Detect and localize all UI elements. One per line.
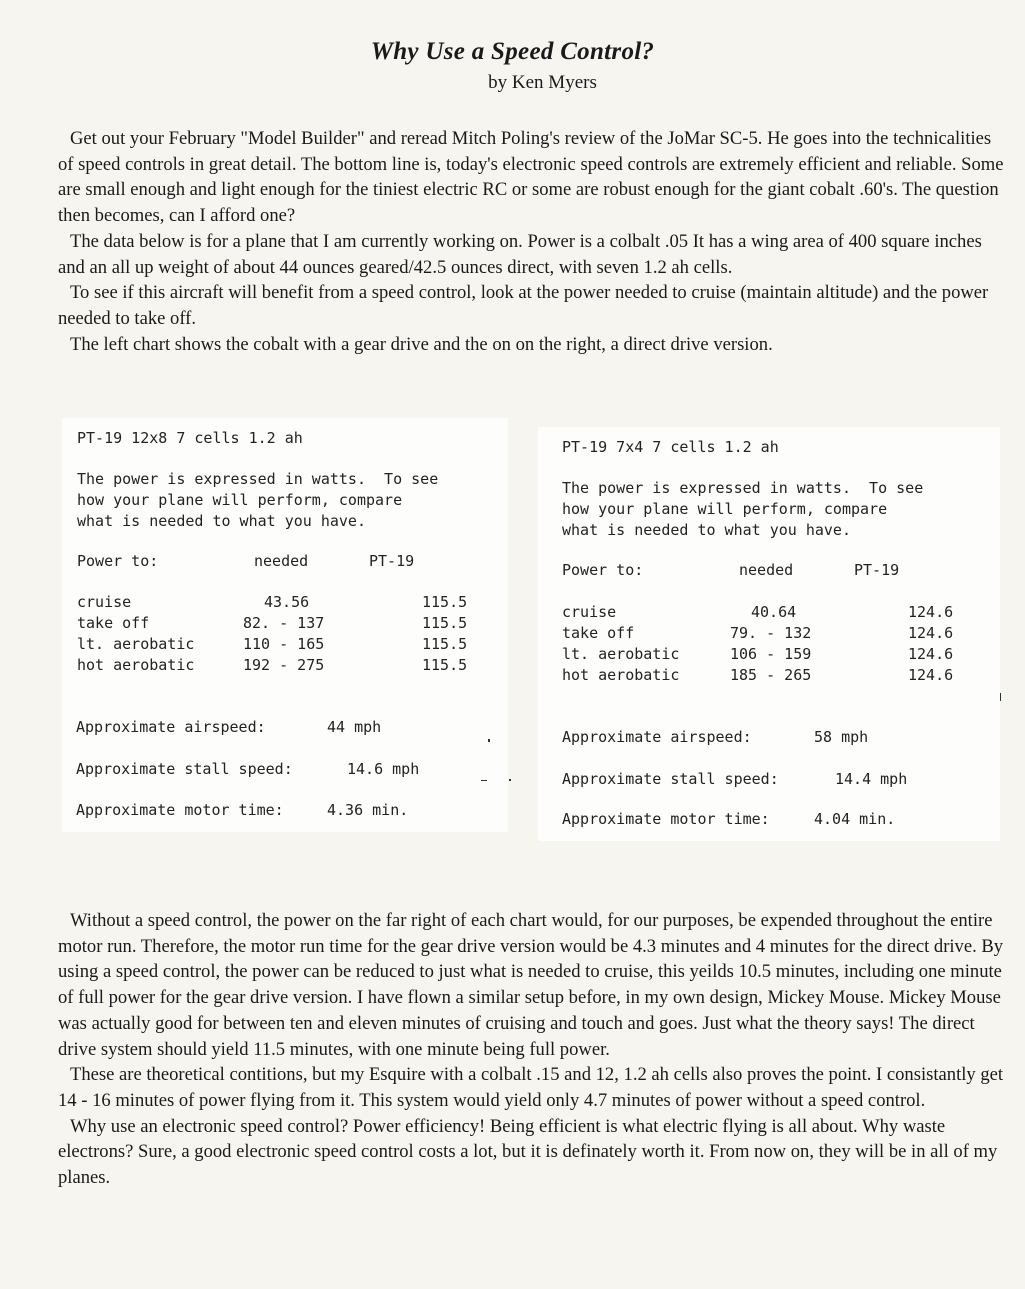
chart-direct-drive — [538, 427, 1000, 841]
row-available: 115.5 — [422, 614, 468, 632]
row-available: 115.5 — [422, 593, 468, 611]
row-needed: 192 - 275 — [243, 656, 325, 674]
airspeed-label: Approximate airspeed: — [562, 728, 752, 746]
column-header-needed: needed — [254, 552, 309, 570]
stall-speed-label: Approximate stall speed: — [562, 770, 779, 788]
row-label: cruise — [562, 603, 617, 621]
scan-speck — [509, 779, 511, 781]
paragraph: The data below is for a plane that I am currently working on. Power is a colbalt .05 It has a wing area of 400 square inches and an all up weight of about 44 ounces geared/42.5 ounces direct, with seven 1.2 ah cells. — [58, 230, 982, 278]
scan-speck — [1000, 693, 1001, 701]
paragraph: Without a speed control, the power on the far right of each chart would, for our purposes, be expended throughout the entire motor run. Therefore, the motor run time for the gear drive version would be 4.3 minutes and 4 minutes for the direct drive. By using a speed control, the power can be reduced to just what is needed to cruise, this yeilds 10.5 minutes, including one minute of full power for the gear drive version. I have flown a similar setup before, in my own design, Mickey Mouse. Mickey Mouse was actually good for between ten and eleven minutes of cruising and touch and goes. Just what the theory says! The direct drive system should yield 11.5 minutes, with one minute being full power. — [58, 910, 1004, 1060]
row-needed: 40.64 — [751, 603, 797, 621]
airspeed-label: Approximate airspeed: — [76, 718, 266, 736]
row-available: 124.6 — [908, 645, 954, 663]
motor-time-label: Approximate motor time: — [76, 801, 284, 819]
column-header-power: Power to: — [562, 561, 644, 579]
row-label: lt. aerobatic — [562, 645, 680, 663]
byline: by Ken Myers — [488, 72, 597, 93]
row-label: cruise — [77, 593, 132, 611]
conclusion-text — [58, 908, 1008, 1191]
row-needed: 82. - 137 — [243, 614, 325, 632]
row-available: 115.5 — [422, 656, 468, 674]
motor-time-label: Approximate motor time: — [562, 810, 770, 828]
paragraph: These are theoretical contitions, but my Esquire with a colbalt .15 and 12, 1.2 ah cells also proves the point. I consistantly get 14 - 16 minutes of power flying from it. This system would yield only 4.7 minutes of power without a speed control. — [58, 1064, 1004, 1111]
chart-description: how your plane will perform, compare — [77, 491, 403, 509]
stall-speed-value: 14.6 mph — [347, 760, 420, 778]
column-header-needed: needed — [739, 561, 794, 579]
row-available: 124.6 — [908, 624, 954, 642]
row-needed: 110 - 165 — [243, 635, 325, 653]
chart-description: what is needed to what you have. — [562, 521, 851, 539]
airspeed-value: 58 mph — [814, 728, 869, 746]
row-available: 115.5 — [422, 635, 468, 653]
paragraph: Get out your February "Model Builder" and reread Mitch Poling's review of the JoMar SC-5. He goes into the technicalities of speed controls in great detail. The bottom line is, today's electronic speed controls are extremely efficient and reliable. Some are small enough and light enough for the tiniest electric RC or some are robust enough for the giant cobalt .60's. The question then becomes, can I afford one? — [58, 128, 1004, 227]
row-label: take off — [77, 614, 150, 632]
chart-heading: PT-19 7x4 7 cells 1.2 ah — [562, 438, 779, 456]
chart-description: The power is expressed in watts. To see — [562, 479, 924, 497]
row-available: 124.6 — [908, 603, 954, 621]
row-label: hot aerobatic — [562, 666, 680, 684]
row-needed: 79. - 132 — [730, 624, 812, 642]
intro-text — [58, 126, 1008, 357]
paragraph: Why use an electronic speed control? Power efficiency! Being efficient is what electric flying is all about. Why waste electrons? Sure, a good electronic speed control costs a lot, but it is definately worth it. From now on, they will be in all of my planes. — [58, 1115, 998, 1189]
stall-speed-label: Approximate stall speed: — [76, 760, 293, 778]
scan-speck — [481, 780, 487, 781]
row-needed: 185 - 265 — [730, 666, 812, 684]
motor-time-value: 4.36 min. — [327, 801, 409, 819]
paragraph: To see if this aircraft will benefit from a speed control, look at the power needed to cruise (maintain altitude) and the power needed to take off. — [58, 282, 989, 329]
motor-time-value: 4.04 min. — [814, 810, 896, 828]
column-header-power: Power to: — [77, 552, 159, 570]
chart-heading: PT-19 12x8 7 cells 1.2 ah — [77, 429, 303, 447]
row-label: lt. aerobatic — [77, 635, 195, 653]
column-header-plane: PT-19 — [854, 561, 900, 579]
row-needed: 43.56 — [264, 593, 310, 611]
column-header-plane: PT-19 — [369, 552, 415, 570]
chart-description: what is needed to what you have. — [77, 512, 366, 530]
airspeed-value: 44 mph — [327, 718, 382, 736]
row-available: 124.6 — [908, 666, 954, 684]
row-label: hot aerobatic — [77, 656, 195, 674]
chart-description: how your plane will perform, compare — [562, 500, 888, 518]
chart-gear-drive — [62, 418, 508, 832]
scan-speck — [488, 739, 490, 742]
row-needed: 106 - 159 — [730, 645, 812, 663]
row-label: take off — [562, 624, 635, 642]
chart-description: The power is expressed in watts. To see — [77, 470, 439, 488]
stall-speed-value: 14.4 mph — [835, 770, 908, 788]
paragraph: The left chart shows the cobalt with a gear drive and the on on the right, a direct drive version. — [70, 333, 773, 355]
article-title: Why Use a Speed Control? — [370, 38, 655, 65]
